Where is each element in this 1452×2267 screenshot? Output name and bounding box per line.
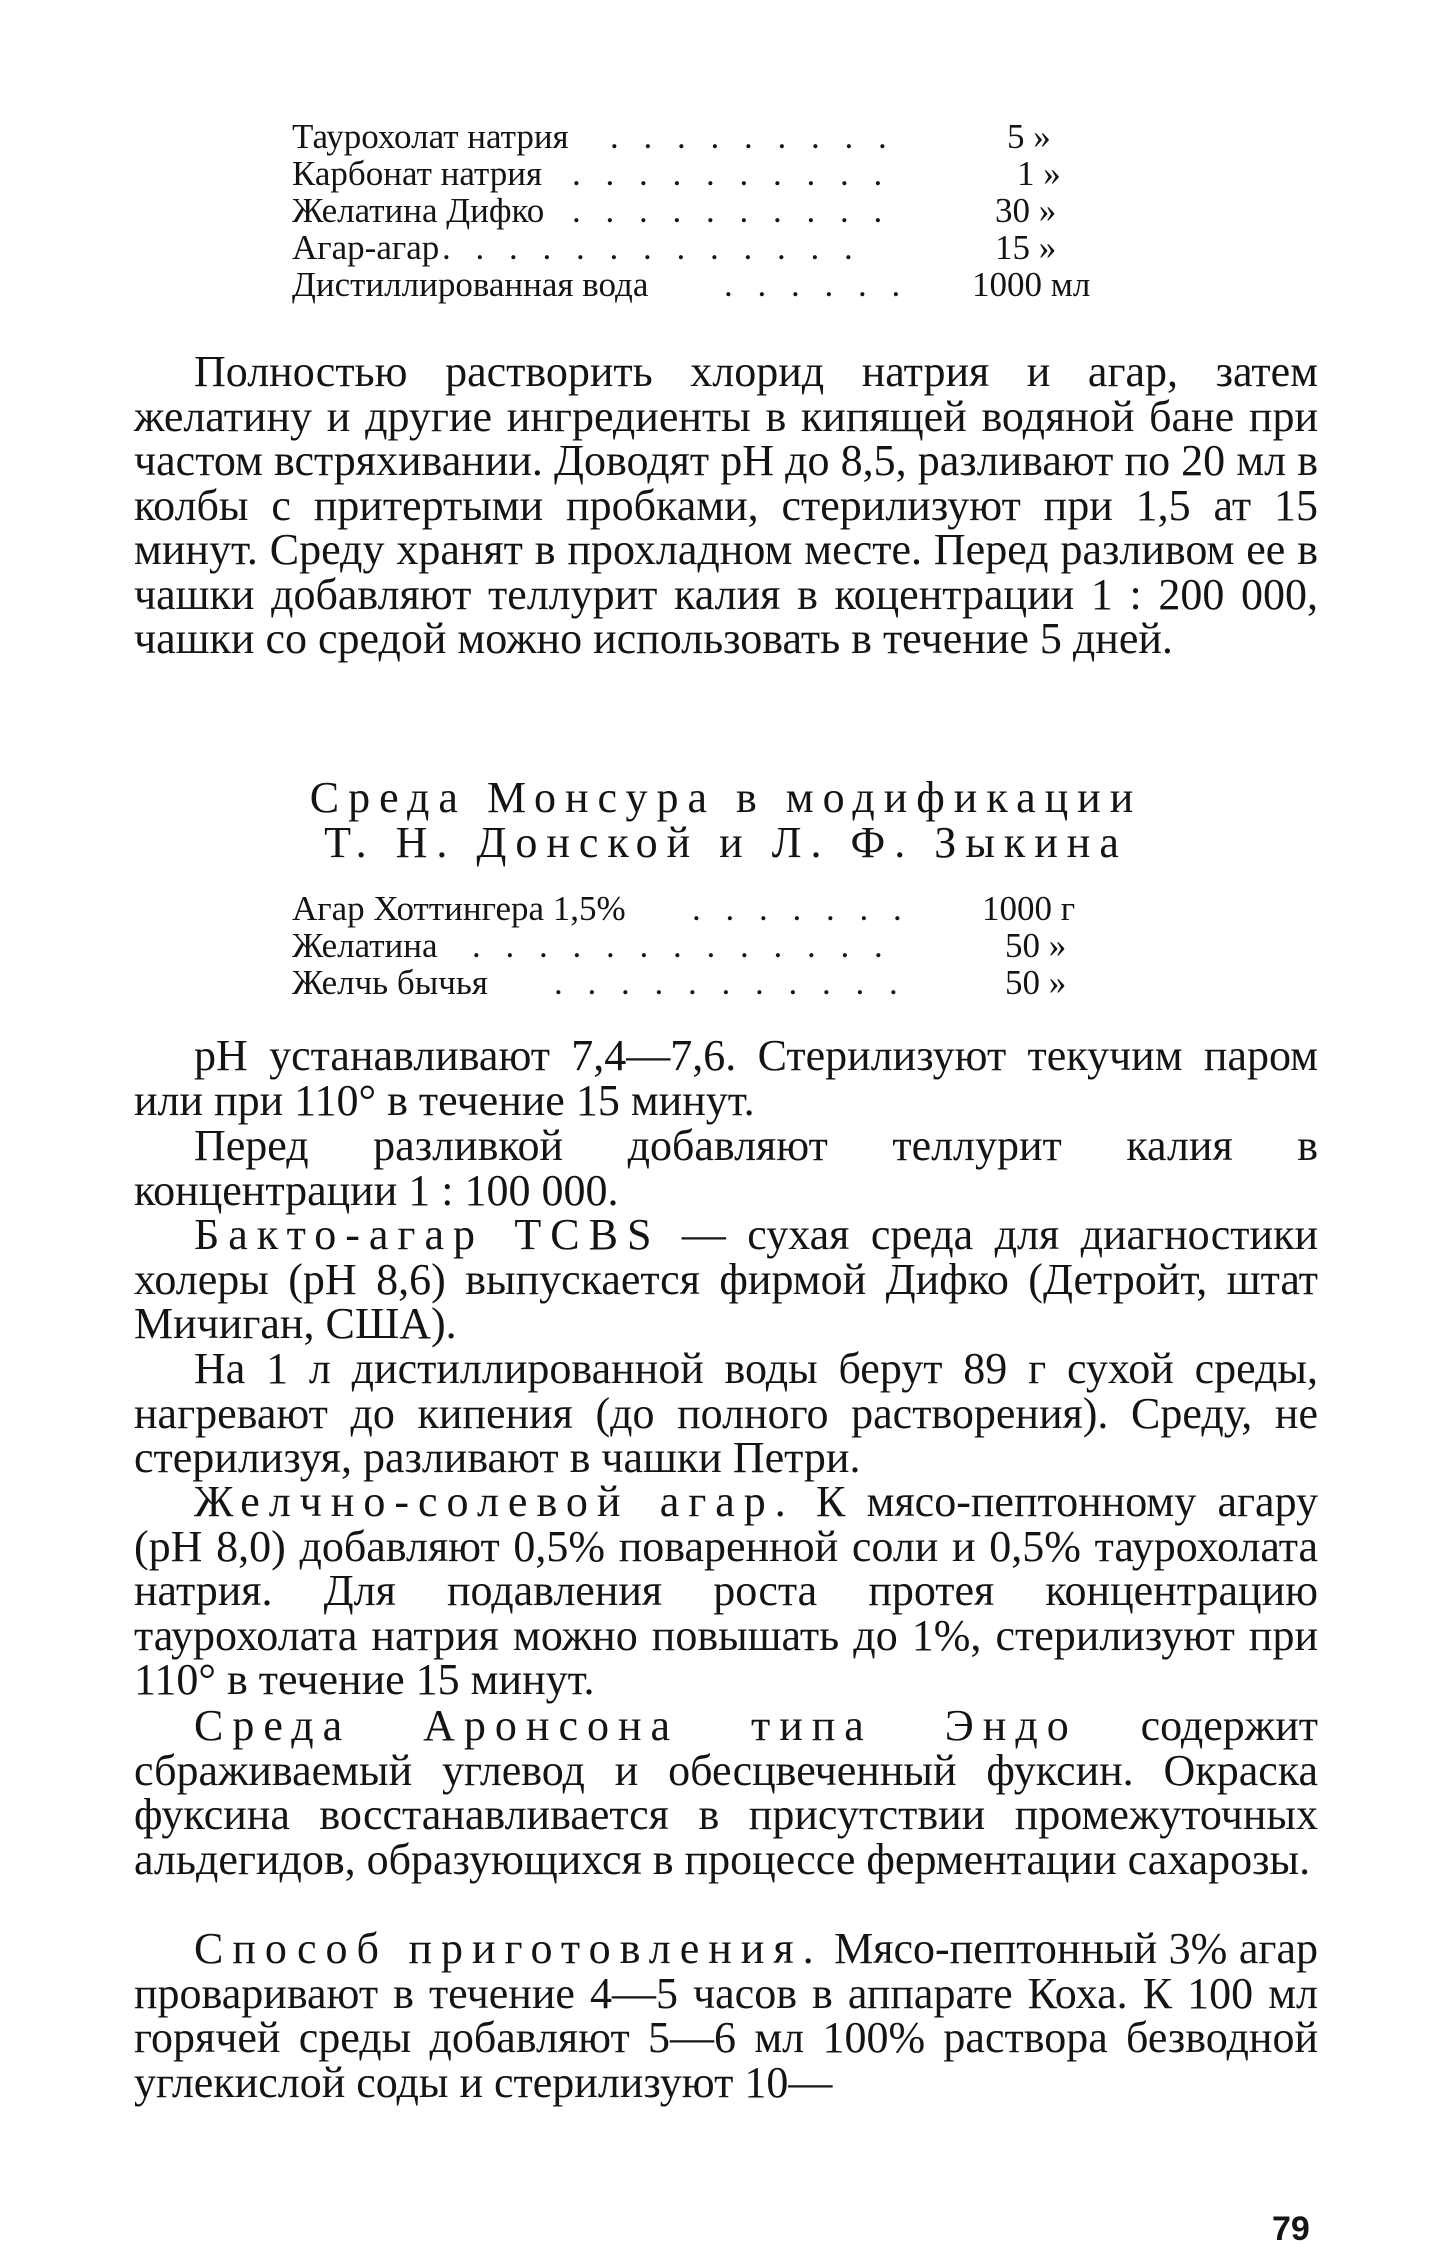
ingredient-amount: 1000 мл xyxy=(972,265,1091,304)
text-aronson: содержит сбраживаемый углевод и обесцвеченный фуксин. Окраска фуксина восстанавливается в присутствии промежуточных альдегидов, образующихся в процессе ферментации сахарозы. xyxy=(134,1701,1318,1884)
text-bile-salt-agar: К мясо-пептонному агару (pH 8,0) добавляют 0,5% поваренной соли и 0,5% таурохолата натрия. Для подавления роста протея концентрацию таурохолата натрия можно повышать до 1%, стерилизуют при 110° в течение 15 минут. xyxy=(134,1477,1318,1704)
leader-dots: . . . . . . . . . . xyxy=(572,154,891,193)
ingredient-row xyxy=(292,890,1092,927)
ingredient-name: Таурохолат натрия xyxy=(292,117,569,156)
paragraph-ph: pH устанавливают 7,4—7,6. Стерилизуют текучим паром или при 110° в течение 15 минут. xyxy=(134,1031,1318,1125)
ingredient-name: Дистиллированная вода xyxy=(292,265,649,304)
text-tcbs: — сухая среда для диагностики холеры (pH 8,6) выпускается фирмой Дифко (Детройт, штат Мичиган, США). xyxy=(134,1210,1318,1348)
leader-dots: . . . . . . . . . . . . . xyxy=(442,228,861,267)
ingredients-table-top xyxy=(292,118,1092,303)
ingredient-amount: 30 » xyxy=(995,191,1057,230)
ingredient-row xyxy=(292,118,1092,155)
leader-dots: . . . . . . . . . . . . . xyxy=(472,926,891,965)
ingredient-name: Агар-агар xyxy=(292,228,440,267)
section-heading-line-1: Среда Монсура в модификации xyxy=(309,773,1143,822)
ingredient-name: Желатина Дифко xyxy=(292,191,545,230)
term-aronson: Среда Аронсона типа Эндо xyxy=(194,1701,1078,1750)
paragraph-aronson xyxy=(134,1701,1318,1884)
paragraph-liter: На 1 л дистиллированной воды берут 89 г сухой среды, нагревают до кипения (до полного растворения). Среду, не стерилизуя, разливают в чашки Петри. xyxy=(134,1344,1318,1482)
leader-dots: . . . . . . xyxy=(724,265,909,304)
ingredient-amount: 15 » xyxy=(995,228,1057,267)
leader-dots: . . . . . . . . . xyxy=(610,117,895,156)
paragraph-bile-salt-agar xyxy=(134,1477,1318,1704)
ingredient-name: Желчь бычья xyxy=(292,963,488,1002)
paragraph-tcbs xyxy=(134,1210,1318,1348)
ingredient-row xyxy=(292,229,1092,266)
ingredient-amount: 1 » xyxy=(1017,154,1061,193)
text-preparation: Мясо-пептонный 3% агар проваривают в течение 4—5 часов в аппарате Коха. К 100 мл горячей среды добавляют 5—6 мл 100% раствора безводной углекислой соды и стерилизуют 10— xyxy=(134,1924,1318,2107)
ingredient-amount: 5 » xyxy=(1007,117,1051,156)
leader-dots: . . . . . . . xyxy=(692,889,910,928)
term-preparation: Способ приготовления. xyxy=(194,1924,823,1973)
ingredient-row xyxy=(292,155,1092,192)
ingredients-table-monsur xyxy=(292,890,1092,1001)
term-tcbs: Бакто-агар TCBS xyxy=(194,1210,661,1259)
paragraph-preparation xyxy=(134,1924,1318,2107)
ingredient-amount: 50 » xyxy=(1005,926,1067,965)
paragraph-dissolve: Полностью растворить хлорид натрия и агар, затем желатину и другие ингредиенты в кипящей водяной бане при частом встряхивании. Доводят pH до 8,5, разливают по 20 мл в колбы с притертыми пробками, стерилизуют при 1,5 ат 15 минут. Среду хранят в прохладном месте. Перед разливом ее в чашки добавляют теллурит калия в коцентрации 1 : 200 000, чашки со средой можно использовать в течение 5 дней. xyxy=(134,347,1318,663)
ingredient-name: Карбонат натрия xyxy=(292,154,543,193)
section-heading-line-2: Т. Н. Донской и Л. Ф. Зыкина xyxy=(324,818,1128,867)
ingredient-row xyxy=(292,964,1092,1001)
leader-dots: . . . . . . . . . . . xyxy=(554,963,906,1002)
ingredient-row xyxy=(292,192,1092,229)
paragraph-before-pouring: Перед разливкой добавляют теллурит калия в концентрации 1 : 100 000. xyxy=(134,1121,1318,1215)
ingredient-name: Агар Хоттингера 1,5% xyxy=(292,889,626,928)
ingredient-amount: 50 » xyxy=(1005,963,1067,1002)
ingredient-name: Желатина xyxy=(292,926,438,965)
ingredient-row xyxy=(292,927,1092,964)
leader-dots: . . . . . . . . . . xyxy=(572,191,891,230)
ingredient-row xyxy=(292,266,1092,303)
ingredient-amount: 1000 г xyxy=(982,889,1076,928)
term-bile-salt-agar: Желчно-солевой агар. xyxy=(194,1477,795,1526)
page-number: 79 xyxy=(1272,2210,1310,2248)
